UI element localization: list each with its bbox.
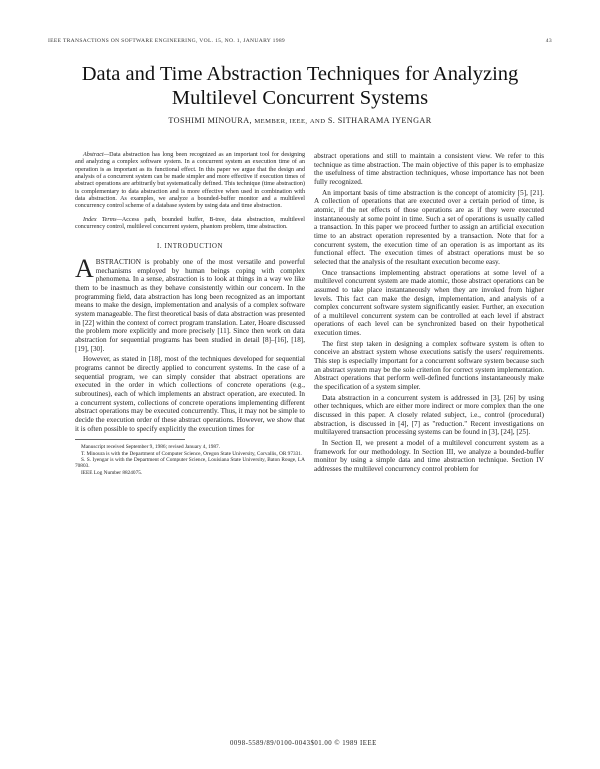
body-paragraph-6: In Section II, we present a model of a multilevel concurrent system as a framework for our methodology. In Section III, we analyze a bounded-buffer monitor by using a simple data and time abstraction technique. Section IV addresses the multilevel concurrency control problem for bbox=[314, 439, 544, 473]
intro-lead-word: BSTRACTION bbox=[95, 258, 141, 267]
section-heading: I. INTRODUCTION bbox=[156, 243, 223, 251]
abstract-text: Data abstraction has long been recognized as an important tool for designing and analyzing a complex software system. In a concurrent system an execution time of an operation is as important as its functional effect. In this paper we argue that the design and analysis of a concurrent system can be made simpler and more effective if execution times of abstract operations are arbitrarily but systematically defined. This technique (time abstraction) is complementary to data abstraction and is more effective when used in combination with data abstraction. As examples, we analyze a bounded-buffer monitor and a multilevel concurrency control scheme of a database system by using data and time abstraction. bbox=[75, 152, 305, 210]
author-line bbox=[40, 116, 560, 125]
author-1-membership: MEMBER, IEEE, bbox=[254, 118, 308, 125]
running-header bbox=[48, 38, 552, 48]
copyright-line: 0098-5589/89/0100-0043$01.00 © 1989 IEEE bbox=[230, 740, 377, 747]
abstract bbox=[75, 152, 305, 211]
index-terms-text: Access path, bounded buffer, B-tree, data abstraction, multilevel concurrency control, multilevel concurrent system, phantom problem, time abstraction. bbox=[75, 216, 305, 231]
index-terms-label: Index Terms— bbox=[83, 216, 122, 223]
body-paragraph-2: An important basis of time abstraction is the concept of atomicity [5], [21]. A collection of operations that are executed over a certain period of time, is atomic, if the net effects of those operations are as if they were executed instantaneously at some point in time. Such a set of operations is usually called a transaction. In this paper we proceed further to assign an artificial execution time to an abstract operation represented by a transaction. Note that for a concurrent system, the execution time of an operation is as important as its functional effect. The execution times of abstract operations must be so selected that the analysis of the resultant execution become easy. bbox=[314, 188, 544, 266]
intro-text-1: is probably one of the most versatile and powerful mechanisms employed by human beings coping with complex phenomena. In a sense, abstraction is to look at things in a way we like them to be inasmuch as they behave consistently within our concern. In the programming field, data abstraction has long been recognized as an important means to make the design, implementation and analysis of a complex software system manageable. The first theoretical basis of data abstraction was presented in [22] within the context of correct program translation. Later, Hoare discussed the problem more explicitly and more precisely [11]. Since then work on data abstraction for sequential programs has been studied in detail [8]–[16], [18], [19], [30]. bbox=[75, 258, 305, 353]
author-2: S. SITHARAMA IYENGAR bbox=[327, 116, 432, 125]
paper-title bbox=[40, 62, 560, 110]
left-column bbox=[75, 152, 305, 476]
page-number: 43 bbox=[545, 38, 552, 44]
footnote-received: Manuscript received September 9, 1986; revised January 4, 1987. bbox=[81, 444, 221, 451]
abstract-label: Abstract— bbox=[83, 152, 110, 158]
journal-info: IEEE TRANSACTIONS ON SOFTWARE ENGINEERING, VOL. 15, NO. 1, JANUARY 1989 bbox=[48, 38, 286, 44]
footnote-author-1: T. Minoura is with the Department of Computer Science, Oregon State University, Corvallis, OR 97331. bbox=[81, 450, 303, 457]
body-paragraph-5: Data abstraction in a concurrent system is addressed in [3], [26] by using other techniques, which are either more indirect or more complex than the one discussed in this paper. A closely related subject, i.e., control (procedural) abstraction, is discussed in [4], [7] as "reduction." Recent investigations on multilayered transaction processing systems can be found in [3], [24], [25]. bbox=[314, 393, 544, 437]
right-column bbox=[314, 152, 544, 476]
intro-paragraph-1 bbox=[75, 254, 305, 353]
index-terms bbox=[75, 217, 305, 232]
intro-paragraph-2: However, as stated in [18], most of the techniques developed for sequential programs cannot be directly applied to concurrent systems. In the case of a sequential program, we can simply consider that abstract operations are executed in the order in which collections of concrete operations (e.g., subroutines), each of which implements an abstract operation, are executed. In a concurrent system, collections of concrete operations implementing different abstract operations may be executed concurrently. Thus, it may not be simple to decide the execution order of these abstract operations. However, we show that it is often possible to specify explicitly the execution times for bbox=[75, 355, 305, 433]
author-1: TOSHIMI MINOURA, bbox=[168, 116, 252, 125]
body-paragraph-4: The first step taken in designing a complex software system is often to conceive an abstract system whose executions satisfy the users' requirements. This step is especially important for a concurrent software system because such an abstract system may be the sole criterion for correct system implementation. Abstract operations that perform well-defined functions instantaneously make the specification of a system simpler. bbox=[314, 339, 544, 392]
footnote-author-2: S. S. Iyengar is with the Department of Computer Science, Louisiana State University, Baton Rouge, LA 70803. bbox=[75, 457, 305, 470]
title-line-1: Data and Time Abstraction Techniques for Analyzing bbox=[81, 63, 519, 85]
abstract-block bbox=[75, 152, 305, 231]
body-paragraph-1: abstract operations and still to maintain a consistent view. We refer to this technique as time abstraction. The main objective of this paper is to emphasize the usefulness of time abstraction techniques, whose importance has not been fully recognized. bbox=[314, 152, 544, 186]
author-conjunction: AND bbox=[309, 118, 326, 125]
footnote-log-number: IEEE Log Number 8824075. bbox=[81, 469, 143, 476]
drop-cap: A bbox=[75, 254, 94, 284]
footnotes bbox=[75, 444, 305, 476]
title-line-2: Multilevel Concurrent Systems bbox=[171, 87, 429, 109]
body-paragraph-3: Once transactions implementing abstract operations at some level of a multilevel concurrent system are made atomic, those abstract operations can be assumed to take place instantaneously when they are invoked from higher levels. This fact can make the design, implementation, and analysis of a complex concurrent software system significantly easier. Further, an execution of a multilevel concurrent system can be controlled at each level if abstract operations of each level can be synchronized based on their hypothetical execution times. bbox=[314, 268, 544, 338]
